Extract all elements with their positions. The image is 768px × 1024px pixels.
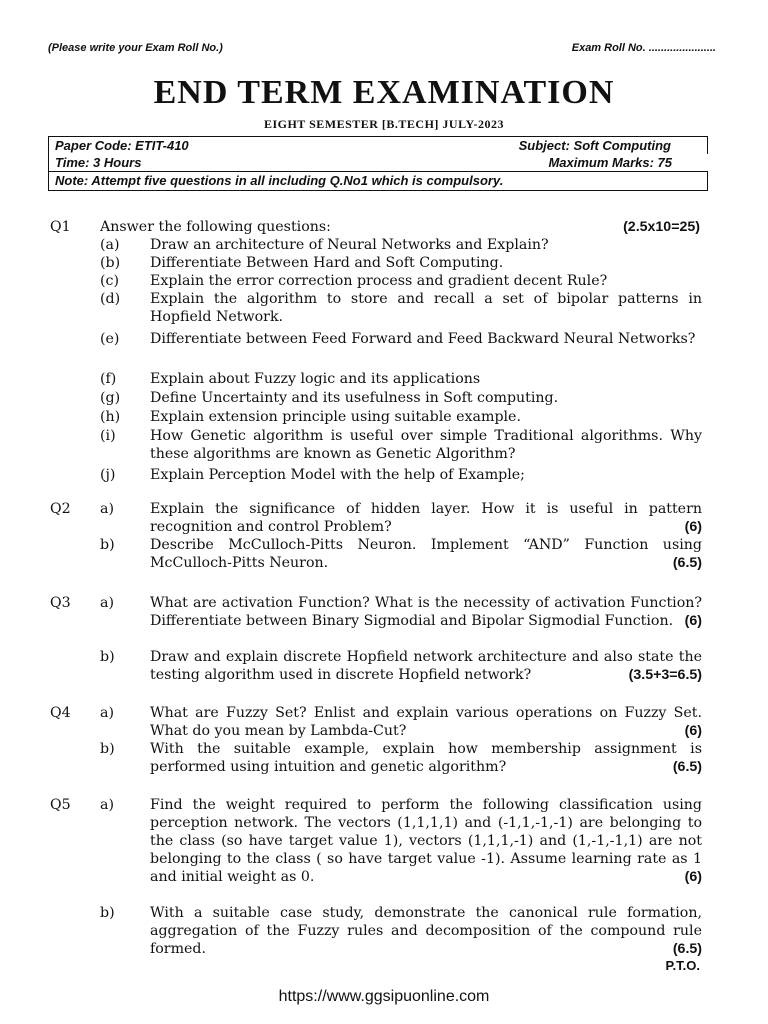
part-text [150,536,702,572]
item-text: Differentiate Between Hard and Soft Computing. [150,255,504,271]
question-number: Q1 [50,219,71,235]
question-number: Q4 [50,705,71,721]
part-text [150,704,702,740]
item-text: Explain the error correction process and gradient decent Rule? [150,273,608,289]
item-text: Explain extension principle using suitable example. [150,409,521,425]
roll-instruction: (Please write your Exam Roll No.) [48,42,223,54]
paper-code: Paper Code: ETIT-410 [55,138,189,153]
footer-url: https://www.ggsipuonline.com [278,988,490,1005]
part-label: b) [100,537,115,553]
part-body: What are Fuzzy Set? Enlist and explain various operations on Fuzzy Set. What do you mean by Lambda-Cut? [150,705,702,739]
part-marks: (6.5) [672,941,702,957]
time-limit: Time: 3 Hours [55,155,142,170]
item-label: (d) [100,291,121,307]
part-label: a) [100,705,114,721]
item-label: (j) [100,467,116,483]
part-text [150,904,702,958]
part-marks: (6.5) [672,555,702,571]
part-body: Draw and explain discrete Hopfield network architecture and also state the testing algorithm used in discrete Hopfield network? [150,649,702,683]
part-text [150,648,702,684]
part-body: With the suitable example, explain how membership assignment is performed using intuition and genetic algorithm? [150,741,702,775]
part-text [150,594,702,630]
part-text [150,500,702,536]
instruction-note: Note: Attempt five questions in all including Q.No1 which is compulsory. [48,171,708,191]
paper-info-box [48,136,708,191]
part-label: b) [100,905,115,921]
exam-title: END TERM EXAMINATION [153,74,615,111]
question-number: Q2 [50,501,71,517]
part-text [150,740,702,776]
item-text: Explain the algorithm to store and recall a set of bipolar patterns in Hopfield Network. [150,291,702,325]
item-text: How Genetic algorithm is useful over simple Traditional algorithms. Why these algorithms are known as Genetic Algorithm? [150,428,702,462]
part-body: Describe McCulloch-Pitts Neuron. Implement “AND” Function using McCulloch-Pitts Neuron. [150,537,702,571]
part-marks: (6.5) [672,759,702,775]
subject: Subject: Soft Computing [518,138,671,153]
info-row-time-marks [48,154,708,171]
roll-number-label: Exam Roll No. ...................... [571,42,716,54]
info-row-code-subject [48,136,708,154]
item-text: Explain Perception Model with the help of Example; [150,467,525,483]
item-label: (g) [100,390,121,406]
item-label: (i) [100,428,116,444]
item-label: (a) [100,237,120,253]
part-label: b) [100,649,115,665]
part-marks: (6) [684,519,702,535]
item-label: (h) [100,409,121,425]
question-marks: (2.5x10=25) [623,219,700,235]
item-label: (e) [100,331,120,347]
item-label: (f) [100,371,117,387]
semester-line: EIGHT SEMESTER [B.TECH] JULY-2023 [263,117,505,131]
part-body: Explain the significance of hidden layer. How it is useful in pattern recognition and control Problem? [150,501,702,535]
part-label: a) [100,797,114,813]
item-label: (c) [100,273,120,289]
part-label: b) [100,741,115,757]
part-body: Find the weight required to perform the following classification using perception network. The vectors (1,1,1,1) and (-1,1,-1,-1) are belonging to the class (so have target value 1), vectors (1,1,1,-1) and (1,-1,-1,1) are not belonging to the class ( so have target value -1). Assume learning rate as 1 and initial weight as 0. [150,797,702,885]
maximum-marks: Maximum Marks: 75 [548,155,672,170]
question-intro: Answer the following questions: [100,219,331,235]
item-text: Explain about Fuzzy logic and its applications [150,371,481,387]
question-number: Q5 [50,797,71,813]
header-row [48,42,716,54]
part-marks: (3.5+3=6.5) [628,667,702,683]
part-label: a) [100,595,114,611]
part-body: What are activation Function? What is the necessity of activation Function? Differentiate between Binary Sigmodial and Bipolar Sigmodial Function. [150,595,702,629]
question-number: Q3 [50,595,71,611]
part-body: With a suitable case study, demonstrate the canonical rule formation, aggregation of the Fuzzy rules and decomposition of the compound rule formed. [150,905,702,957]
part-marks: (6) [684,723,702,739]
item-label: (b) [100,255,121,271]
part-marks: (6) [684,869,702,885]
item-text: Draw an architecture of Neural Networks and Explain? [150,237,549,253]
item-text: Differentiate between Feed Forward and Feed Backward Neural Networks? [150,331,696,347]
part-marks: (6) [684,613,702,629]
part-label: a) [100,501,114,517]
part-text [150,796,702,886]
please-turn-over: P.T.O. [665,958,700,973]
item-text: Define Uncertainty and its usefulness in Soft computing. [150,390,559,406]
